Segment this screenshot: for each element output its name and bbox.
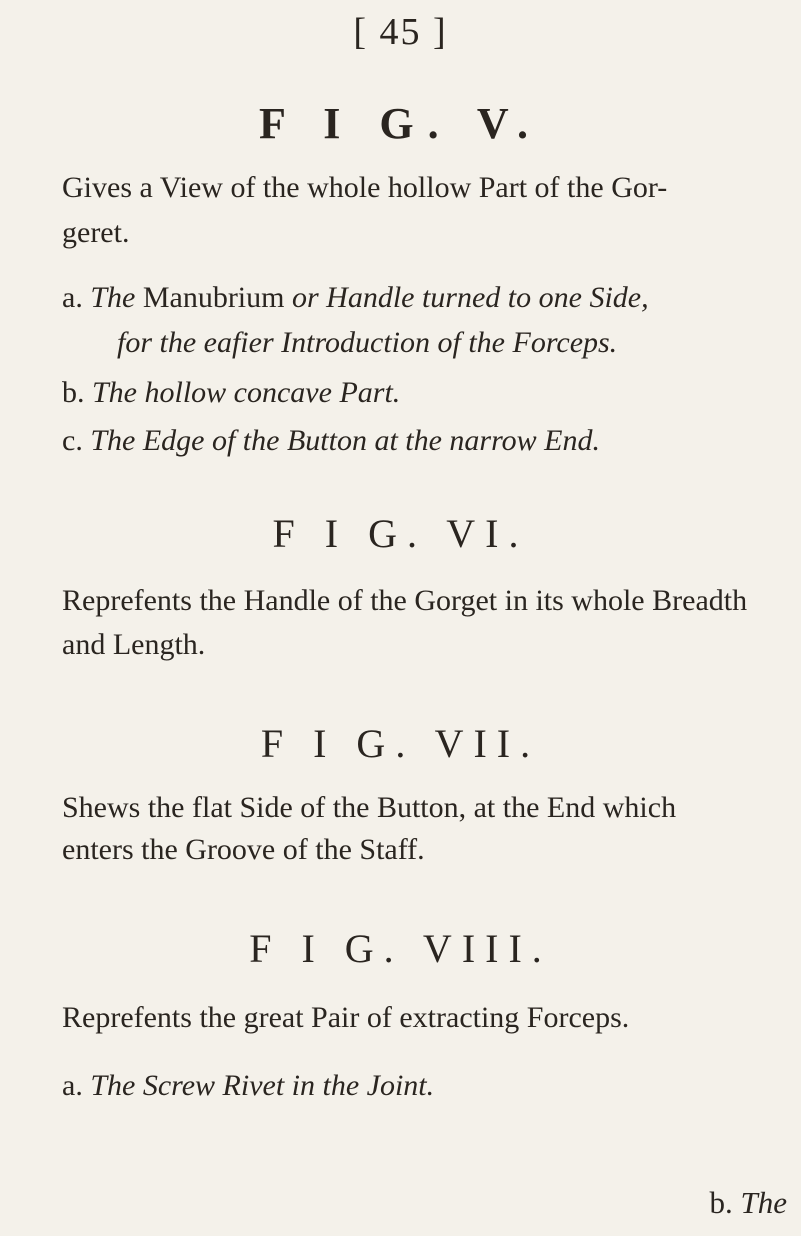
fig-7-description-line-2: enters the Groove of the Staff. — [62, 833, 425, 866]
fig-5-description-line-1: Gives a View of the whole hollow Part of the Gor- — [62, 171, 668, 204]
item-letter: a. — [62, 1069, 83, 1102]
fig-6-description-line-2: and Length. — [62, 628, 206, 661]
item-letter: b. — [62, 376, 85, 409]
fig-5-heading: F I G. V. — [259, 99, 542, 148]
item-text: The Screw Rivet in the Joint. — [90, 1069, 435, 1102]
item-text: The Edge of the Button at the narrow End. — [90, 424, 601, 457]
fig-6-description-line-1: Reprefents the Handle of the Gorget in its whole Breadth — [62, 584, 748, 617]
catchword-text: The — [740, 1185, 787, 1220]
fig-5-item-a — [62, 275, 792, 365]
fig-6-heading: F I G. VI. — [272, 511, 529, 556]
fig-8-item-a — [62, 1063, 792, 1108]
fig-8-heading: F I G. VIII. — [249, 926, 552, 971]
fig-5-description-line-2: geret. — [62, 216, 130, 249]
fig-7-heading: F I G. VII. — [260, 721, 541, 766]
item-text-roman: Manubrium — [135, 281, 292, 314]
item-text-italic: or Handle turned to one Side, — [291, 281, 649, 314]
item-text-italic: The — [90, 281, 136, 314]
page-number: [ 45 ] — [353, 11, 448, 53]
item-letter: a. — [62, 281, 83, 314]
item-text-continuation: for the eafier Introduction of the Forceps. — [117, 326, 618, 359]
item-letter: c. — [62, 424, 83, 457]
fig-8-description-line-1: Reprefents the great Pair of extracting Forceps. — [62, 1001, 630, 1034]
catchword-letter: b. — [709, 1185, 733, 1220]
fig-7-description-line-1: Shews the flat Side of the Button, at the End which — [62, 791, 677, 824]
catchword — [710, 1185, 788, 1221]
fig-5-item-c — [62, 418, 792, 463]
item-text: The hollow concave Part. — [92, 376, 401, 409]
fig-5-item-b — [62, 370, 792, 415]
